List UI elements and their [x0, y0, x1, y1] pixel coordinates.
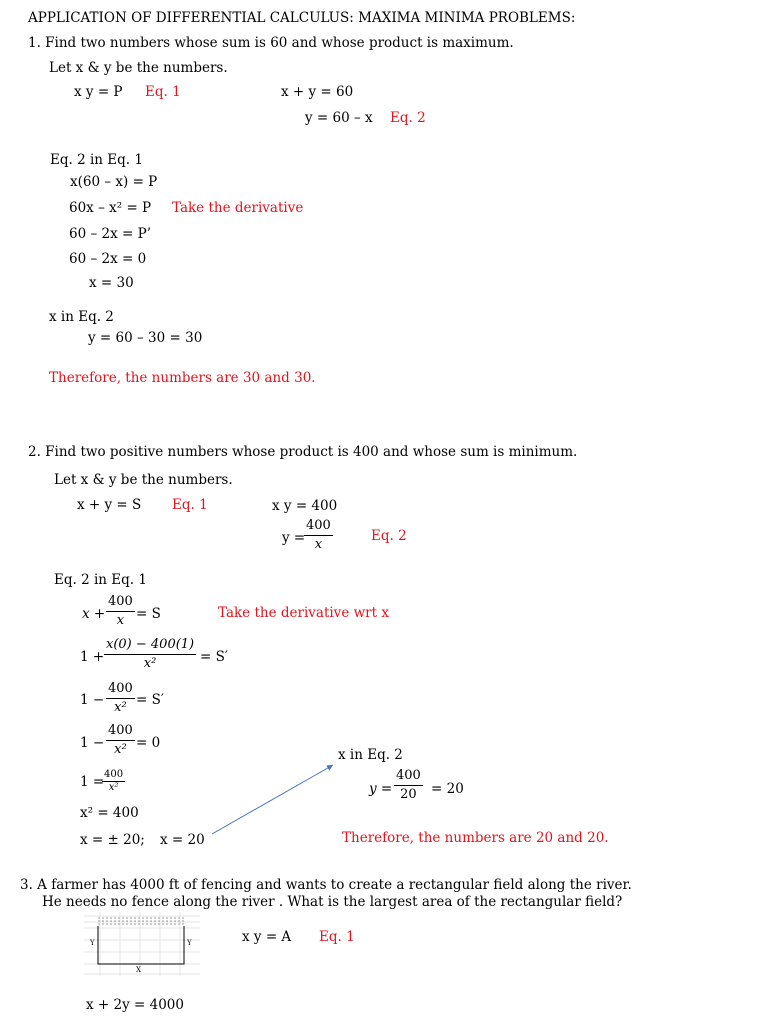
p1-step-3: 60 – 2x = P’: [69, 226, 151, 242]
p2-result-left: y =: [369, 781, 393, 797]
p1-step-2: 60x – x² = P: [69, 200, 152, 216]
p2-line-7a: x = ± 20;: [80, 832, 145, 848]
denominator: x²: [114, 742, 127, 757]
p2-conclusion: Therefore, the numbers are 20 and 20.: [342, 830, 609, 846]
p2-eq2-tag: Eq. 2: [371, 528, 407, 544]
p1-eq2-tag: Eq. 2: [390, 110, 426, 126]
p1-step-4: 60 – 2x = 0: [69, 251, 147, 267]
p2-let: Let x & y be the numbers.: [54, 472, 233, 488]
p1-eq2: y = 60 – x: [305, 110, 373, 126]
p1-let: Let x & y be the numbers.: [49, 60, 228, 76]
p2-result-fraction: [394, 769, 423, 802]
denominator: 20: [400, 787, 417, 802]
p3-constraint: x + 2y = 4000: [86, 997, 184, 1013]
p3-eq1: x y = A: [242, 929, 292, 945]
p2-line-5-left: 1 =: [80, 774, 105, 790]
p2-line-1-right: = S: [136, 606, 161, 622]
p2-line-3-right: = S′: [136, 692, 164, 708]
page-title: APPLICATION OF DIFFERENTIAL CALCULUS: MAXIMA MINIMA PROBLEMS:: [28, 10, 576, 26]
p2-result-right: = 20: [431, 781, 464, 797]
p1-step-1: x(60 – x) = P: [70, 174, 158, 190]
numerator: 400: [104, 769, 124, 780]
p1-step-5: x = 30: [89, 275, 134, 291]
numerator: x(0) − 400(1): [106, 637, 195, 652]
denominator: x²: [143, 656, 157, 671]
p2-eq1-tag: Eq. 1: [172, 497, 208, 513]
p2-eq2-numerator: 400: [306, 518, 331, 533]
fig-label-left: Y: [90, 939, 95, 947]
denominator: x: [116, 613, 125, 628]
p2-line-6: x² = 400: [80, 805, 139, 821]
field-diagram: [84, 912, 200, 976]
p2-line-3-left: 1 −: [80, 692, 105, 708]
p2-line-2-right: = S′: [200, 649, 228, 665]
problem-3-statement-line-1: 3. A farmer has 4000 ft of fencing and wants to create a rectangular field along the river.: [20, 877, 632, 893]
p2-line-2-left: 1 +: [80, 649, 105, 665]
problem-2-statement: 2. Find two positive numbers whose product is 400 and whose sum is minimum.: [28, 444, 578, 460]
numerator: 400: [108, 723, 133, 738]
field-diagram-graphic: [84, 912, 200, 976]
problem-3-statement-line-2: He needs no fence along the river . What is the largest area of the rectangular field?: [42, 894, 623, 910]
p1-conclusion: Therefore, the numbers are 30 and 30.: [49, 370, 316, 386]
p2-substitution: Eq. 2 in Eq. 1: [54, 572, 147, 588]
fig-label-bottom: X: [136, 966, 141, 974]
p2-line-1-left: x +: [82, 606, 106, 622]
p2-product: x y = 400: [272, 498, 338, 514]
p1-back-sub: x in Eq. 2: [49, 309, 114, 325]
p1-step-6: y = 60 – 30 = 30: [88, 330, 203, 346]
denominator: x²: [114, 700, 127, 715]
p1-derivative-note: Take the derivative: [172, 200, 304, 216]
p1-eq1: x y = P: [74, 84, 123, 100]
p2-back-sub: x in Eq. 2: [338, 747, 403, 763]
p2-eq2-denominator: x: [314, 537, 323, 552]
numerator: 400: [396, 768, 421, 783]
numerator: 400: [108, 681, 133, 696]
p1-substitution: Eq. 2 in Eq. 1: [50, 152, 143, 168]
fig-label-right: Y: [187, 939, 192, 947]
p2-line-7b: x = 20: [160, 832, 205, 848]
p2-line-4-left: 1 −: [80, 735, 105, 751]
numerator: 400: [108, 594, 133, 609]
p2-eq1: x + y = S: [77, 497, 142, 513]
p3-eq1-tag: Eq. 1: [319, 929, 355, 945]
p1-sum: x + y = 60: [281, 84, 354, 100]
p2-line-4-right: = 0: [136, 735, 161, 751]
p1-eq1-tag: Eq. 1: [145, 84, 181, 100]
denominator: x²: [108, 782, 119, 793]
arrow-line: [212, 765, 333, 834]
p2-derivative-note: Take the derivative wrt x: [218, 605, 389, 621]
fraction-bar: [394, 785, 423, 786]
p2-eq2-left: y =: [282, 530, 306, 546]
problem-1-statement: 1. Find two numbers whose sum is 60 and whose product is maximum.: [28, 35, 514, 51]
